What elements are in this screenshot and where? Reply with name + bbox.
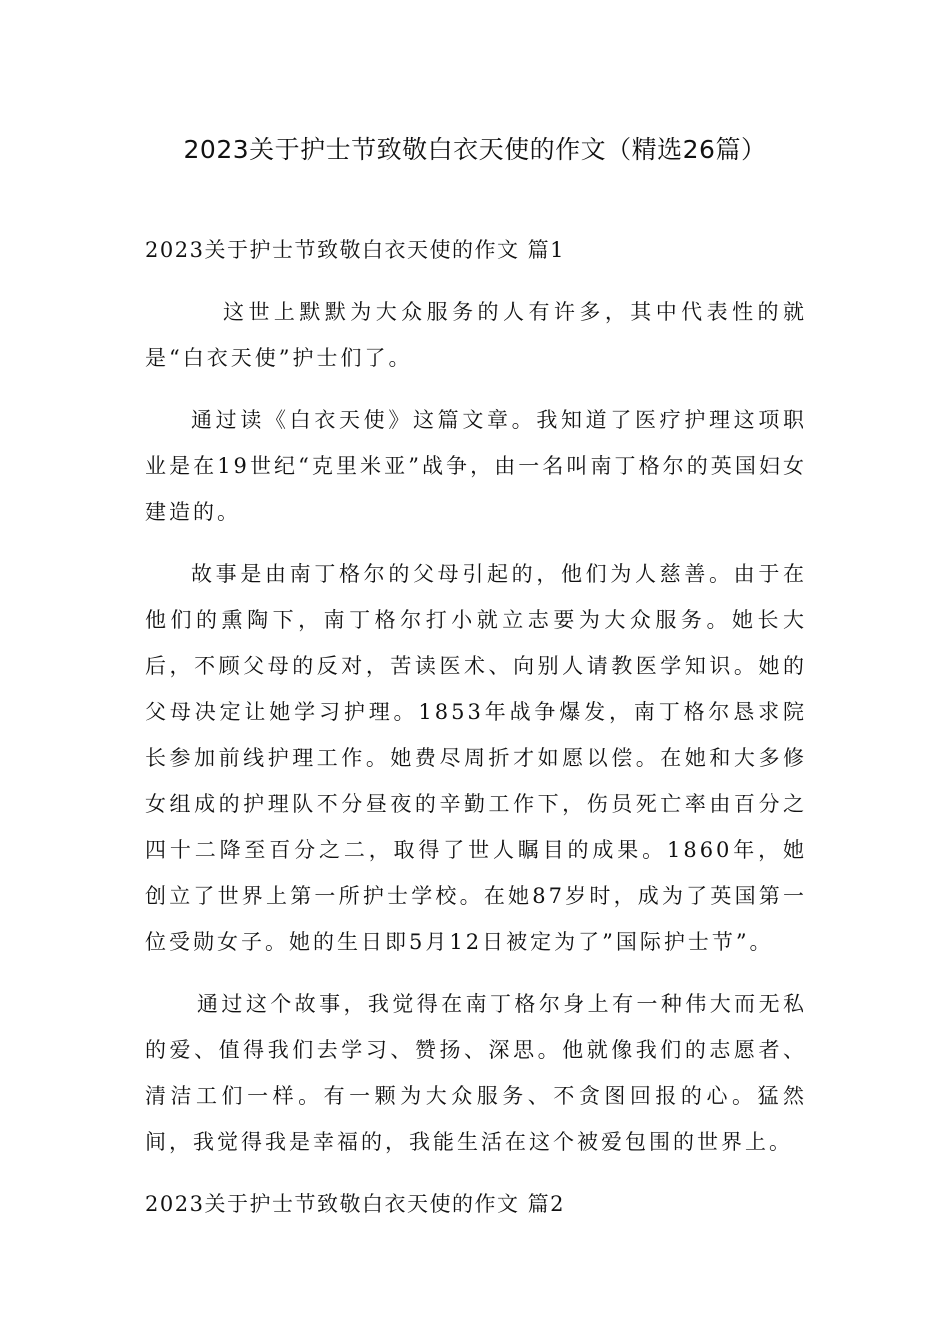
document-title: 2023关于护士节致敬白衣天使的作文（精选26篇）	[183, 135, 767, 164]
document-body	[145, 227, 807, 1243]
paragraph-3: 故事是由南丁格尔的父母引起的，他们为人慈善。由于在他们的熏陶下，南丁格尔打小就立志要为大众服务。她长大后，不顾父母的反对，苦读医术、向别人请教医学知识。她的父母决定让她学习护理。1853年战争爆发，南丁格尔恳求院长参加前线护理工作。她费尽周折才如愿以偿。在她和大多修女组成的护理队不分昼夜的辛勤工作下，伤员死亡率由百分之四十二降至百分之二，取得了世人瞩目的成果。1860年，她创立了世界上第一所护士学校。在她87岁时，成为了英国第一位受勋女子。她的生日即5月12日被定为了”国际护士节”。	[145, 562, 807, 954]
paragraph-2: 通过读《白衣天使》这篇文章。我知道了医疗护理这项职业是在19世纪“克里米亚”战争，由一名叫南丁格尔的英国妇女建造的。	[145, 408, 807, 524]
paragraph-4: 通过这个故事，我觉得在南丁格尔身上有一种伟大而无私的爱、值得我们去学习、赞扬、深思。他就像我们的志愿者、清洁工们一样。有一颗为大众服务、不贪图回报的心。猛然间，我觉得我是幸福的，我能生活在这个被爱包围的世界上。	[145, 992, 807, 1154]
section-heading-1: 2023关于护士节致敬白衣天使的作文 篇1	[145, 238, 565, 262]
paragraph-1: 这世上默默为大众服务的人有许多，其中代表性的就是“白衣天使”护士们了。	[145, 300, 807, 370]
section-heading-2: 2023关于护士节致敬白衣天使的作文 篇2	[145, 1192, 565, 1216]
